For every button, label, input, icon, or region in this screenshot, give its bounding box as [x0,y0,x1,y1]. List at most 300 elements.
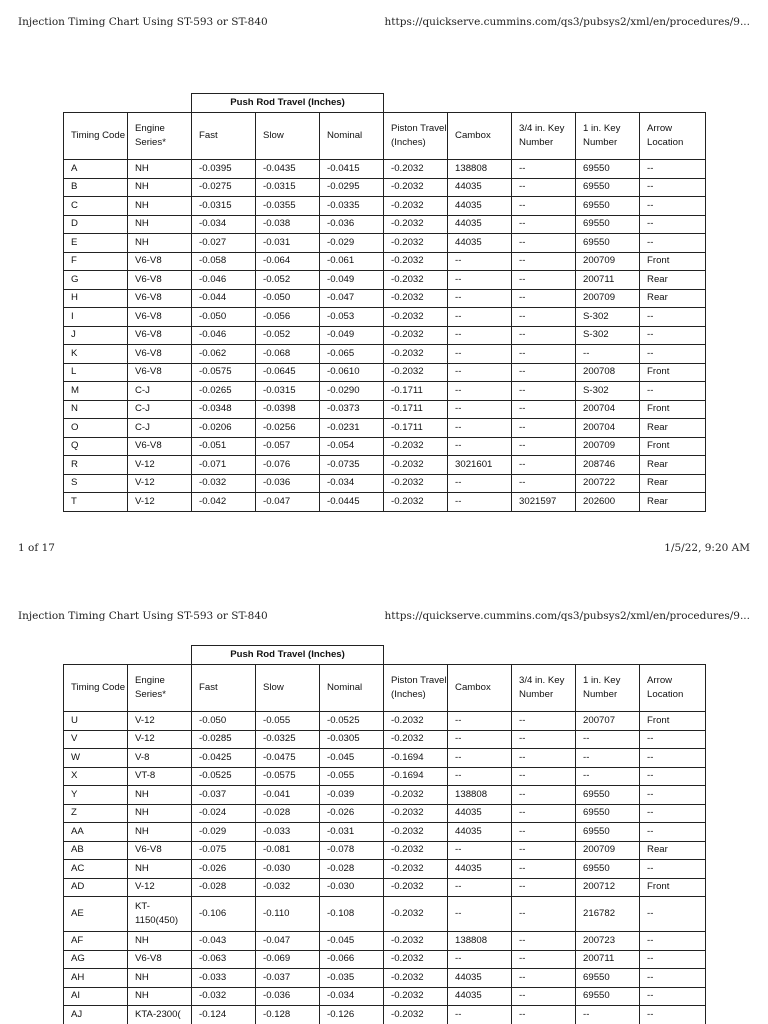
cell-fast: -0.050 [192,308,256,327]
cell-timing-code: X [64,767,128,786]
cell-cambox: 44035 [448,823,512,842]
table-row [64,841,706,860]
cell-slow: -0.041 [256,786,320,805]
cell-cambox: -- [448,841,512,860]
table-row [64,345,706,364]
cell-piston-travel: -0.2032 [384,197,448,216]
cell-slow: -0.036 [256,987,320,1006]
cell-timing-code: O [64,419,128,438]
cell-arrow-location: Front [640,400,706,419]
cell-fast: -0.028 [192,878,256,897]
page1-table-body [64,160,706,512]
cell-cambox: -- [448,897,512,932]
cell-slow: -0.0475 [256,749,320,768]
injection-timing-table-continued [63,645,706,1024]
cell-nominal: -0.036 [320,215,384,234]
table-row [64,1006,706,1024]
header-blank-right [384,94,706,113]
cell-three-quarter-key: -- [512,860,576,879]
cell-fast: -0.046 [192,271,256,290]
cell-timing-code: C [64,197,128,216]
cell-engine-series: V-12 [128,474,192,493]
print-header-url: https://quickserve.cummins.com/qs3/pubsys2/xml/en/procedures/9... [384,16,750,28]
cell-piston-travel: -0.1711 [384,419,448,438]
cell-cambox: 44035 [448,804,512,823]
cell-nominal: -0.108 [320,897,384,932]
cell-nominal: -0.049 [320,271,384,290]
injection-timing-table [63,93,706,512]
cell-piston-travel: -0.2032 [384,437,448,456]
cell-three-quarter-key: -- [512,382,576,401]
cell-engine-series: NH [128,987,192,1006]
cell-fast: -0.0395 [192,160,256,179]
cell-piston-travel: -0.2032 [384,823,448,842]
cell-piston-travel: -0.1711 [384,382,448,401]
table-row [64,308,706,327]
cell-one-inch-key: 69550 [576,804,640,823]
cell-engine-series: KTA-2300( [128,1006,192,1024]
cell-one-inch-key: 200712 [576,878,640,897]
cell-three-quarter-key: -- [512,178,576,197]
cell-nominal: -0.0415 [320,160,384,179]
cell-arrow-location: -- [640,382,706,401]
cell-one-inch-key: 200709 [576,841,640,860]
col-header-nominal: Nominal [320,665,384,712]
cell-arrow-location: Front [640,712,706,731]
cell-three-quarter-key: -- [512,841,576,860]
col-header-fast: Fast [192,665,256,712]
cell-timing-code: S [64,474,128,493]
cell-cambox: -- [448,308,512,327]
cell-timing-code: K [64,345,128,364]
cell-one-inch-key: 69550 [576,197,640,216]
cell-fast: -0.058 [192,252,256,271]
cell-fast: -0.037 [192,786,256,805]
cell-piston-travel: -0.2032 [384,987,448,1006]
table-row [64,987,706,1006]
table-row [64,823,706,842]
cell-arrow-location: -- [640,234,706,253]
cell-piston-travel: -0.2032 [384,841,448,860]
cell-timing-code: I [64,308,128,327]
cell-three-quarter-key: -- [512,932,576,951]
cell-slow: -0.052 [256,271,320,290]
cell-slow: -0.064 [256,252,320,271]
cell-piston-travel: -0.2032 [384,271,448,290]
cell-one-inch-key: 69550 [576,823,640,842]
cell-piston-travel: -0.2032 [384,345,448,364]
cell-piston-travel: -0.2032 [384,493,448,512]
cell-three-quarter-key: -- [512,786,576,805]
cell-cambox: -- [448,474,512,493]
cell-slow: -0.057 [256,437,320,456]
cell-one-inch-key: 200708 [576,363,640,382]
cell-timing-code: AI [64,987,128,1006]
cell-piston-travel: -0.2032 [384,932,448,951]
cell-timing-code: AD [64,878,128,897]
table-row [64,474,706,493]
cell-nominal: -0.035 [320,969,384,988]
table-row [64,437,706,456]
cell-cambox: 44035 [448,178,512,197]
col-header-arrow-location: Arrow Location [640,113,706,160]
cell-nominal: -0.055 [320,767,384,786]
push-rod-travel-group-header: Push Rod Travel (Inches) [192,646,384,665]
cell-fast: -0.0275 [192,178,256,197]
cell-cambox: -- [448,712,512,731]
cell-cambox: 44035 [448,215,512,234]
cell-fast: -0.026 [192,860,256,879]
cell-one-inch-key: 200723 [576,932,640,951]
cell-one-inch-key: 200709 [576,289,640,308]
cell-piston-travel: -0.2032 [384,969,448,988]
cell-one-inch-key: 200711 [576,950,640,969]
col-header-slow: Slow [256,113,320,160]
cell-arrow-location: Rear [640,493,706,512]
cell-one-inch-key: -- [576,749,640,768]
cell-engine-series: NH [128,234,192,253]
cell-slow: -0.056 [256,308,320,327]
table-row [64,786,706,805]
cell-one-inch-key: S-302 [576,382,640,401]
cell-slow: -0.076 [256,456,320,475]
cell-timing-code: AB [64,841,128,860]
cell-engine-series: V6-V8 [128,308,192,327]
table-row [64,897,706,932]
cell-three-quarter-key: -- [512,749,576,768]
cell-arrow-location: -- [640,308,706,327]
cell-nominal: -0.034 [320,474,384,493]
cell-timing-code: AJ [64,1006,128,1024]
cell-three-quarter-key: -- [512,730,576,749]
cell-three-quarter-key: -- [512,767,576,786]
cell-slow: -0.030 [256,860,320,879]
cell-cambox: -- [448,326,512,345]
cell-three-quarter-key: -- [512,474,576,493]
table-row [64,178,706,197]
cell-fast: -0.075 [192,841,256,860]
cell-arrow-location: -- [640,823,706,842]
table-row [64,932,706,951]
cell-nominal: -0.078 [320,841,384,860]
push-rod-travel-group-header: Push Rod Travel (Inches) [192,94,384,113]
print-page-2 [0,598,768,1024]
cell-arrow-location: -- [640,215,706,234]
cell-engine-series: KT-1150(450) [128,897,192,932]
cell-timing-code: J [64,326,128,345]
cell-fast: -0.0575 [192,363,256,382]
cell-arrow-location: Rear [640,419,706,438]
cell-three-quarter-key: -- [512,419,576,438]
cell-one-inch-key: 200704 [576,400,640,419]
cell-timing-code: AE [64,897,128,932]
cell-nominal: -0.045 [320,749,384,768]
cell-arrow-location: Rear [640,271,706,290]
cell-piston-travel: -0.2032 [384,730,448,749]
cell-fast: -0.0265 [192,382,256,401]
cell-slow: -0.055 [256,712,320,731]
cell-nominal: -0.0290 [320,382,384,401]
col-header-one-inch-key: 1 in. Key Number [576,113,640,160]
cell-fast: -0.033 [192,969,256,988]
cell-nominal: -0.039 [320,786,384,805]
col-header-piston-travel: Piston Travel (Inches) [384,113,448,160]
cell-three-quarter-key: -- [512,437,576,456]
cell-slow: -0.0435 [256,160,320,179]
cell-engine-series: V6-V8 [128,289,192,308]
cell-nominal: -0.053 [320,308,384,327]
cell-three-quarter-key: -- [512,345,576,364]
cell-piston-travel: -0.2032 [384,712,448,731]
cell-arrow-location: -- [640,1006,706,1024]
cell-timing-code: Y [64,786,128,805]
cell-cambox: 138808 [448,160,512,179]
cell-engine-series: V-8 [128,749,192,768]
cell-one-inch-key: 69550 [576,234,640,253]
cell-piston-travel: -0.1711 [384,400,448,419]
cell-three-quarter-key: -- [512,326,576,345]
cell-slow: -0.0575 [256,767,320,786]
cell-cambox: 138808 [448,786,512,805]
col-header-fast: Fast [192,113,256,160]
cell-one-inch-key: 208746 [576,456,640,475]
cell-slow: -0.028 [256,804,320,823]
cell-nominal: -0.0295 [320,178,384,197]
col-header-three-quarter-key: 3/4 in. Key Number [512,665,576,712]
cell-one-inch-key: 69550 [576,860,640,879]
cell-engine-series: V6-V8 [128,345,192,364]
cell-one-inch-key: 200711 [576,271,640,290]
cell-arrow-location: Front [640,252,706,271]
cell-three-quarter-key: -- [512,804,576,823]
cell-cambox: -- [448,437,512,456]
cell-slow: -0.081 [256,841,320,860]
table-row [64,160,706,179]
cell-slow: -0.031 [256,234,320,253]
table-row [64,326,706,345]
cell-slow: -0.037 [256,969,320,988]
cell-cambox: -- [448,878,512,897]
cell-nominal: -0.049 [320,326,384,345]
cell-fast: -0.034 [192,215,256,234]
cell-fast: -0.027 [192,234,256,253]
cell-piston-travel: -0.2032 [384,160,448,179]
cell-one-inch-key: 69550 [576,969,640,988]
cell-arrow-location: -- [640,786,706,805]
cell-engine-series: V-12 [128,730,192,749]
cell-nominal: -0.0373 [320,400,384,419]
cell-cambox: 138808 [448,932,512,951]
cell-fast: -0.0206 [192,419,256,438]
cell-three-quarter-key: -- [512,252,576,271]
cell-arrow-location: -- [640,197,706,216]
cell-fast: -0.063 [192,950,256,969]
cell-fast: -0.050 [192,712,256,731]
table-row [64,419,706,438]
cell-piston-travel: -0.2032 [384,234,448,253]
cell-fast: -0.106 [192,897,256,932]
cell-engine-series: NH [128,823,192,842]
cell-nominal: -0.061 [320,252,384,271]
cell-piston-travel: -0.2032 [384,289,448,308]
cell-engine-series: C-J [128,382,192,401]
cell-three-quarter-key: -- [512,823,576,842]
cell-piston-travel: -0.2032 [384,178,448,197]
cell-arrow-location: Front [640,437,706,456]
page2-table-body [64,712,706,1024]
cell-arrow-location: -- [640,160,706,179]
cell-fast: -0.062 [192,345,256,364]
cell-nominal: -0.0445 [320,493,384,512]
cell-engine-series: V-12 [128,878,192,897]
cell-slow: -0.047 [256,493,320,512]
cell-engine-series: NH [128,786,192,805]
cell-piston-travel: -0.1694 [384,767,448,786]
cell-engine-series: V6-V8 [128,950,192,969]
cell-fast: -0.071 [192,456,256,475]
cell-arrow-location: Rear [640,841,706,860]
table-row [64,400,706,419]
cell-nominal: -0.045 [320,932,384,951]
cell-piston-travel: -0.2032 [384,1006,448,1024]
cell-fast: -0.029 [192,823,256,842]
table-row [64,215,706,234]
cell-engine-series: NH [128,969,192,988]
cell-slow: -0.0325 [256,730,320,749]
cell-cambox: 44035 [448,860,512,879]
cell-arrow-location: Rear [640,474,706,493]
cell-one-inch-key: 200707 [576,712,640,731]
cell-one-inch-key: 69550 [576,987,640,1006]
cell-nominal: -0.0305 [320,730,384,749]
cell-nominal: -0.029 [320,234,384,253]
table-row [64,197,706,216]
cell-three-quarter-key: 3021597 [512,493,576,512]
cell-engine-series: NH [128,860,192,879]
cell-cambox: -- [448,252,512,271]
cell-three-quarter-key: -- [512,289,576,308]
cell-cambox: 44035 [448,197,512,216]
cell-fast: -0.032 [192,987,256,1006]
cell-timing-code: W [64,749,128,768]
cell-slow: -0.032 [256,878,320,897]
table-row [64,730,706,749]
cell-three-quarter-key: -- [512,234,576,253]
cell-arrow-location: Front [640,878,706,897]
cell-arrow-location: -- [640,345,706,364]
cell-fast: -0.0348 [192,400,256,419]
cell-fast: -0.124 [192,1006,256,1024]
cell-timing-code: U [64,712,128,731]
cell-cambox: 3021601 [448,456,512,475]
print-footer-datetime: 1/5/22, 9:20 AM [664,542,750,554]
cell-nominal: -0.030 [320,878,384,897]
table-row [64,969,706,988]
print-footer-page: 1 of 17 [18,542,55,554]
cell-arrow-location: Rear [640,456,706,475]
cell-three-quarter-key: -- [512,160,576,179]
cell-engine-series: C-J [128,400,192,419]
cell-slow: -0.0398 [256,400,320,419]
col-header-cambox: Cambox [448,113,512,160]
cell-fast: -0.0285 [192,730,256,749]
cell-engine-series: V6-V8 [128,363,192,382]
cell-arrow-location: Front [640,363,706,382]
cell-arrow-location: -- [640,749,706,768]
cell-one-inch-key: S-302 [576,326,640,345]
cell-slow: -0.0645 [256,363,320,382]
cell-fast: -0.051 [192,437,256,456]
cell-engine-series: V6-V8 [128,437,192,456]
col-header-piston-travel: Piston Travel (Inches) [384,665,448,712]
cell-arrow-location: -- [640,932,706,951]
cell-nominal: -0.0525 [320,712,384,731]
print-header-title: Injection Timing Chart Using ST-593 or ST-840 [18,610,268,622]
cell-engine-series: C-J [128,419,192,438]
cell-cambox: -- [448,400,512,419]
cell-piston-travel: -0.2032 [384,474,448,493]
cell-cambox: 44035 [448,969,512,988]
cell-three-quarter-key: -- [512,308,576,327]
cell-cambox: -- [448,493,512,512]
table-row [64,271,706,290]
col-header-one-inch-key: 1 in. Key Number [576,665,640,712]
cell-arrow-location: -- [640,730,706,749]
cell-arrow-location: -- [640,987,706,1006]
cell-timing-code: E [64,234,128,253]
cell-slow: -0.110 [256,897,320,932]
cell-fast: -0.0425 [192,749,256,768]
cell-timing-code: T [64,493,128,512]
cell-one-inch-key: 69550 [576,160,640,179]
cell-cambox: -- [448,382,512,401]
cell-one-inch-key: 202600 [576,493,640,512]
cell-timing-code: R [64,456,128,475]
cell-engine-series: NH [128,178,192,197]
col-header-slow: Slow [256,665,320,712]
cell-fast: -0.0525 [192,767,256,786]
cell-arrow-location: -- [640,326,706,345]
col-header-timing-code: Timing Code [64,665,128,712]
cell-slow: -0.033 [256,823,320,842]
table-row [64,749,706,768]
cell-fast: -0.044 [192,289,256,308]
cell-timing-code: AH [64,969,128,988]
cell-piston-travel: -0.2032 [384,252,448,271]
table-row [64,767,706,786]
cell-nominal: -0.0735 [320,456,384,475]
cell-three-quarter-key: -- [512,363,576,382]
cell-timing-code: D [64,215,128,234]
cell-arrow-location: -- [640,178,706,197]
col-header-engine-series: Engine Series* [128,665,192,712]
cell-nominal: -0.047 [320,289,384,308]
cell-three-quarter-key: -- [512,712,576,731]
cell-one-inch-key: -- [576,345,640,364]
cell-one-inch-key: -- [576,767,640,786]
cell-fast: -0.032 [192,474,256,493]
cell-engine-series: V6-V8 [128,841,192,860]
cell-three-quarter-key: -- [512,456,576,475]
cell-cambox: -- [448,730,512,749]
cell-piston-travel: -0.2032 [384,897,448,932]
cell-slow: -0.128 [256,1006,320,1024]
cell-timing-code: AG [64,950,128,969]
cell-arrow-location: -- [640,860,706,879]
cell-cambox: -- [448,289,512,308]
cell-piston-travel: -0.2032 [384,950,448,969]
cell-three-quarter-key: -- [512,1006,576,1024]
